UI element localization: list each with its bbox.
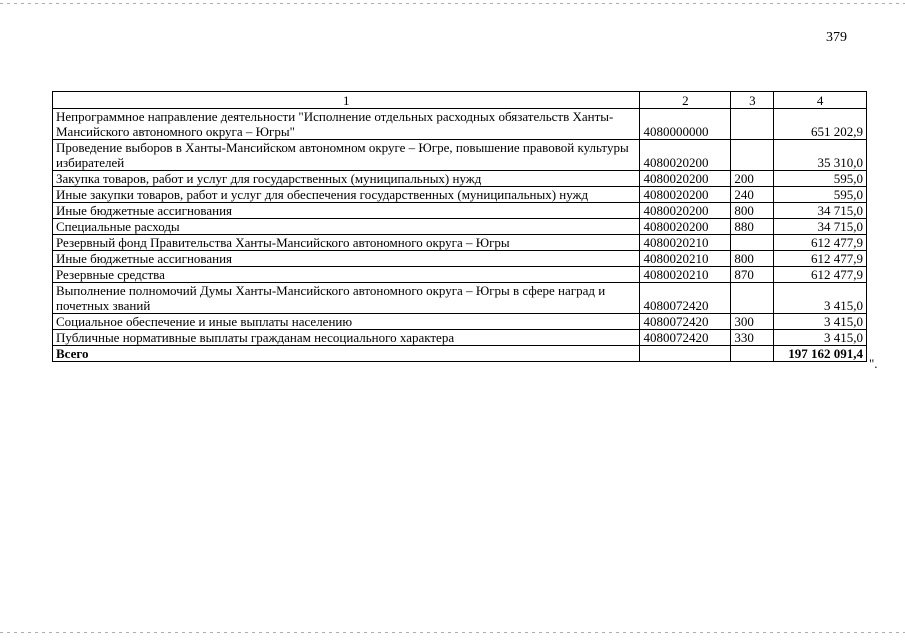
table-row: [53, 314, 867, 330]
column-header-1: 1: [53, 92, 640, 109]
column-header-2: 2: [640, 92, 731, 109]
table-row: [53, 330, 867, 346]
closing-quote-mark: ".: [869, 356, 878, 371]
row-expense-type: 300: [731, 314, 774, 330]
total-row: [53, 346, 867, 362]
table-row: [53, 219, 867, 235]
row-amount: 34 715,0: [774, 219, 867, 235]
row-amount: 3 415,0: [774, 314, 867, 330]
row-target-code: 4080020200: [640, 140, 731, 171]
row-amount: 595,0: [774, 171, 867, 187]
total-type-cell: [731, 346, 774, 362]
page-number: 379: [826, 30, 847, 45]
row-expense-type: 330: [731, 330, 774, 346]
table-row: [53, 109, 867, 140]
row-expense-type: 240: [731, 187, 774, 203]
row-amount: 35 310,0: [774, 140, 867, 171]
table-row: [53, 251, 867, 267]
row-description: Иные закупки товаров, работ и услуг для обеспечения государственных (муниципальных) нужд: [53, 187, 640, 203]
table-row: [53, 171, 867, 187]
row-description: Резервный фонд Правительства Ханты-Мансийского автономного округа – Югры: [53, 235, 640, 251]
row-description: Резервные средства: [53, 267, 640, 283]
total-value: 197 162 091,4: [774, 346, 867, 362]
row-description: Закупка товаров, работ и услуг для государственных (муниципальных) нужд: [53, 171, 640, 187]
row-target-code: 4080000000: [640, 109, 731, 140]
row-amount: 612 477,9: [774, 267, 867, 283]
row-target-code: 4080020210: [640, 251, 731, 267]
row-target-code: 4080020210: [640, 267, 731, 283]
table-row: [53, 140, 867, 171]
column-header-4: 4: [774, 92, 867, 109]
row-amount: 3 415,0: [774, 283, 867, 314]
row-description: Иные бюджетные ассигнования: [53, 203, 640, 219]
row-description: Проведение выборов в Ханты-Мансийском автономном округе – Югре, повышение правовой культуры избирателей: [53, 140, 640, 171]
row-description: Иные бюджетные ассигнования: [53, 251, 640, 267]
table-row: [53, 203, 867, 219]
table-row: [53, 267, 867, 283]
row-target-code: 4080020200: [640, 219, 731, 235]
row-target-code: 4080020210: [640, 235, 731, 251]
row-target-code: 4080072420: [640, 330, 731, 346]
table-row: [53, 187, 867, 203]
table-row: [53, 235, 867, 251]
row-description: Социальное обеспечение и иные выплаты населению: [53, 314, 640, 330]
scan-artifact-top: [0, 3, 905, 4]
row-expense-type: [731, 283, 774, 314]
row-target-code: 4080072420: [640, 283, 731, 314]
row-description: Непрограммное направление деятельности "Исполнение отдельных расходных обязательств Ханты-Мансийского автономного округа – Югры": [53, 109, 640, 140]
row-amount: 595,0: [774, 187, 867, 203]
row-expense-type: [731, 140, 774, 171]
row-description: Специальные расходы: [53, 219, 640, 235]
row-expense-type: 880: [731, 219, 774, 235]
row-target-code: 4080020200: [640, 203, 731, 219]
row-expense-type: [731, 235, 774, 251]
table-header-row: [53, 92, 867, 109]
row-amount: 612 477,9: [774, 235, 867, 251]
total-code-cell: [640, 346, 731, 362]
row-expense-type: 200: [731, 171, 774, 187]
row-target-code: 4080020200: [640, 171, 731, 187]
row-amount: 3 415,0: [774, 330, 867, 346]
row-expense-type: [731, 109, 774, 140]
row-target-code: 4080020200: [640, 187, 731, 203]
row-expense-type: 800: [731, 203, 774, 219]
row-expense-type: 870: [731, 267, 774, 283]
budget-table: [52, 91, 867, 362]
row-expense-type: 800: [731, 251, 774, 267]
total-label: Всего: [53, 346, 640, 362]
row-description: Публичные нормативные выплаты гражданам несоциального характера: [53, 330, 640, 346]
row-amount: 651 202,9: [774, 109, 867, 140]
row-description: Выполнение полномочий Думы Ханты-Мансийского автономного округа – Югры в сфере наград и почетных званий: [53, 283, 640, 314]
row-amount: 612 477,9: [774, 251, 867, 267]
row-target-code: 4080072420: [640, 314, 731, 330]
table-row: [53, 283, 867, 314]
column-header-3: 3: [731, 92, 774, 109]
scan-artifact-bottom: [0, 632, 905, 633]
row-amount: 34 715,0: [774, 203, 867, 219]
